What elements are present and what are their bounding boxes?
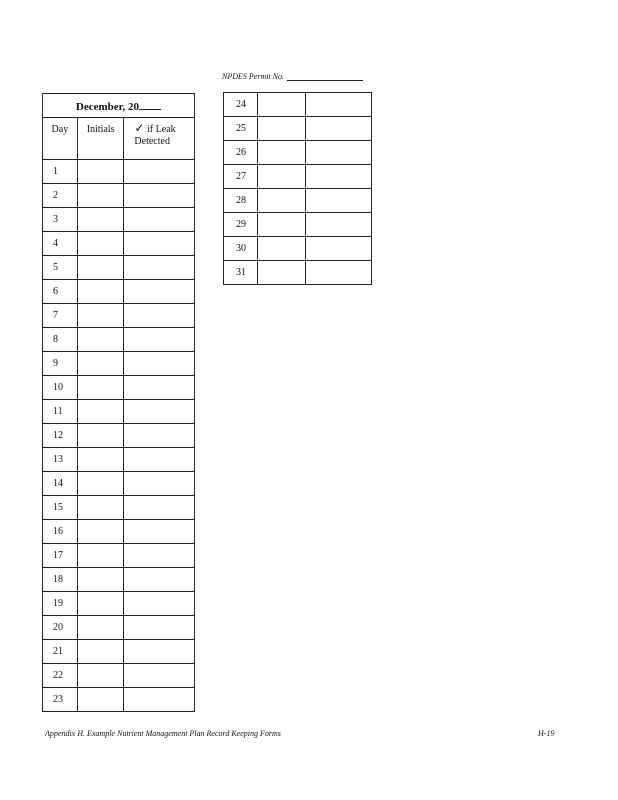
initials-cell[interactable]: [77, 688, 124, 712]
day-number: 17: [43, 544, 78, 568]
day-row: [43, 160, 195, 184]
initials-cell[interactable]: [77, 592, 124, 616]
permit-number-field[interactable]: [287, 80, 363, 81]
initials-cell[interactable]: [257, 213, 305, 237]
initials-cell[interactable]: [77, 472, 124, 496]
initials-cell[interactable]: [257, 141, 305, 165]
day-number: 15: [43, 496, 78, 520]
leak-check-cell[interactable]: [305, 261, 371, 285]
initials-cell[interactable]: [77, 184, 124, 208]
initials-cell[interactable]: [77, 208, 124, 232]
day-number: 16: [43, 520, 78, 544]
day-number: 13: [43, 448, 78, 472]
initials-cell[interactable]: [77, 376, 124, 400]
initials-cell[interactable]: [77, 520, 124, 544]
initials-cell[interactable]: [77, 328, 124, 352]
day-number: 27: [224, 165, 258, 189]
day-number: 12: [43, 424, 78, 448]
leak-check-cell[interactable]: [124, 184, 195, 208]
day-row: [224, 237, 372, 261]
page-number: H-19: [538, 729, 555, 738]
day-row: [43, 472, 195, 496]
day-number: 31: [224, 261, 258, 285]
day-number: 21: [43, 640, 78, 664]
initials-cell[interactable]: [77, 640, 124, 664]
initials-cell[interactable]: [77, 400, 124, 424]
initials-cell[interactable]: [77, 160, 124, 184]
day-number: 2: [43, 184, 78, 208]
day-row: [224, 117, 372, 141]
day-row: [224, 141, 372, 165]
left-table-body: [43, 160, 195, 712]
initials-cell[interactable]: [77, 280, 124, 304]
initials-cell[interactable]: [77, 448, 124, 472]
leak-check-cell[interactable]: [124, 232, 195, 256]
day-number: 23: [43, 688, 78, 712]
initials-cell[interactable]: [77, 256, 124, 280]
day-row: [43, 400, 195, 424]
leak-check-cell[interactable]: [305, 237, 371, 261]
leak-check-cell[interactable]: [124, 352, 195, 376]
day-row: [43, 448, 195, 472]
right-table-body: [224, 93, 372, 285]
initials-column-header: Initials: [77, 118, 124, 160]
initials-cell[interactable]: [77, 352, 124, 376]
footer-caption: Appendix H. Example Nutrient Management Plan Record Keeping Forms: [45, 729, 281, 738]
day-number: 5: [43, 256, 78, 280]
day-row: [43, 352, 195, 376]
initials-cell[interactable]: [257, 261, 305, 285]
leak-column-header: [124, 118, 195, 160]
day-row: [43, 688, 195, 712]
initials-cell[interactable]: [77, 304, 124, 328]
initials-cell[interactable]: [77, 424, 124, 448]
leak-check-cell[interactable]: [305, 117, 371, 141]
day-row: [43, 280, 195, 304]
day-number: 30: [224, 237, 258, 261]
leak-check-cell[interactable]: [124, 688, 195, 712]
day-number: 22: [43, 664, 78, 688]
leak-check-cell[interactable]: [124, 616, 195, 640]
day-row: [43, 184, 195, 208]
day-number: 10: [43, 376, 78, 400]
initials-cell[interactable]: [77, 664, 124, 688]
leak-check-cell[interactable]: [124, 496, 195, 520]
checkmark-icon: ✓: [134, 121, 145, 135]
initials-cell[interactable]: [257, 165, 305, 189]
day-row: [43, 376, 195, 400]
leak-check-cell[interactable]: [124, 376, 195, 400]
day-row: [43, 256, 195, 280]
leak-header-line1: if Leak: [146, 124, 176, 135]
initials-cell[interactable]: [77, 232, 124, 256]
leak-check-cell[interactable]: [124, 328, 195, 352]
day-row: [224, 165, 372, 189]
leak-check-cell[interactable]: [124, 304, 195, 328]
day-row: [43, 640, 195, 664]
leak-check-cell[interactable]: [124, 592, 195, 616]
leak-check-cell[interactable]: [124, 520, 195, 544]
month-header-row: [43, 94, 195, 118]
month-title: December, 20: [75, 100, 140, 113]
leak-check-cell[interactable]: [124, 544, 195, 568]
day-row: [43, 616, 195, 640]
day-row: [224, 93, 372, 117]
leak-check-cell[interactable]: [124, 424, 195, 448]
initials-cell[interactable]: [257, 93, 305, 117]
leak-check-cell[interactable]: [124, 640, 195, 664]
day-number: 9: [43, 352, 78, 376]
leak-header-line2: Detected: [134, 136, 170, 147]
day-number: 8: [43, 328, 78, 352]
day-row: [43, 232, 195, 256]
day-row: [43, 496, 195, 520]
day-number: 14: [43, 472, 78, 496]
day-row: [224, 213, 372, 237]
day-row: [43, 568, 195, 592]
day-number: 25: [224, 117, 258, 141]
permit-number-label: [222, 72, 363, 81]
month-header: [43, 94, 195, 118]
initials-cell[interactable]: [77, 496, 124, 520]
day-number: 3: [43, 208, 78, 232]
december-log-table-left: [42, 93, 195, 712]
day-number: 6: [43, 280, 78, 304]
day-row: [224, 189, 372, 213]
leak-check-cell[interactable]: [124, 664, 195, 688]
leak-check-cell[interactable]: [124, 256, 195, 280]
leak-check-cell[interactable]: [305, 165, 371, 189]
column-header-row: [43, 118, 195, 160]
day-number: 20: [43, 616, 78, 640]
day-row: [43, 328, 195, 352]
day-row: [43, 544, 195, 568]
day-row: [43, 520, 195, 544]
day-number: 7: [43, 304, 78, 328]
day-row: [43, 592, 195, 616]
initials-cell[interactable]: [257, 117, 305, 141]
leak-check-cell[interactable]: [124, 472, 195, 496]
day-number: 11: [43, 400, 78, 424]
day-number: 26: [224, 141, 258, 165]
day-row: [43, 304, 195, 328]
leak-check-cell[interactable]: [124, 160, 195, 184]
day-number: 28: [224, 189, 258, 213]
leak-check-cell[interactable]: [305, 189, 371, 213]
initials-cell[interactable]: [257, 189, 305, 213]
day-row: [43, 664, 195, 688]
year-blank[interactable]: [139, 99, 161, 110]
leak-check-cell[interactable]: [124, 568, 195, 592]
day-column-header: Day: [43, 118, 78, 160]
day-row: [43, 208, 195, 232]
day-row: [43, 424, 195, 448]
initials-cell[interactable]: [77, 568, 124, 592]
leak-check-cell[interactable]: [305, 141, 371, 165]
december-log-table-right: [223, 92, 372, 285]
day-number: 29: [224, 213, 258, 237]
leak-check-cell[interactable]: [124, 448, 195, 472]
initials-cell[interactable]: [257, 237, 305, 261]
day-number: 1: [43, 160, 78, 184]
day-number: 18: [43, 568, 78, 592]
day-number: 24: [224, 93, 258, 117]
leak-check-cell[interactable]: [124, 280, 195, 304]
day-number: 19: [43, 592, 78, 616]
leak-check-cell[interactable]: [305, 213, 371, 237]
day-number: 4: [43, 232, 78, 256]
initials-cell[interactable]: [77, 544, 124, 568]
initials-cell[interactable]: [77, 616, 124, 640]
leak-check-cell[interactable]: [124, 400, 195, 424]
leak-check-cell[interactable]: [305, 93, 371, 117]
permit-label-text: NPDES Permit No.: [222, 72, 284, 81]
leak-check-cell[interactable]: [124, 208, 195, 232]
day-row: [224, 261, 372, 285]
